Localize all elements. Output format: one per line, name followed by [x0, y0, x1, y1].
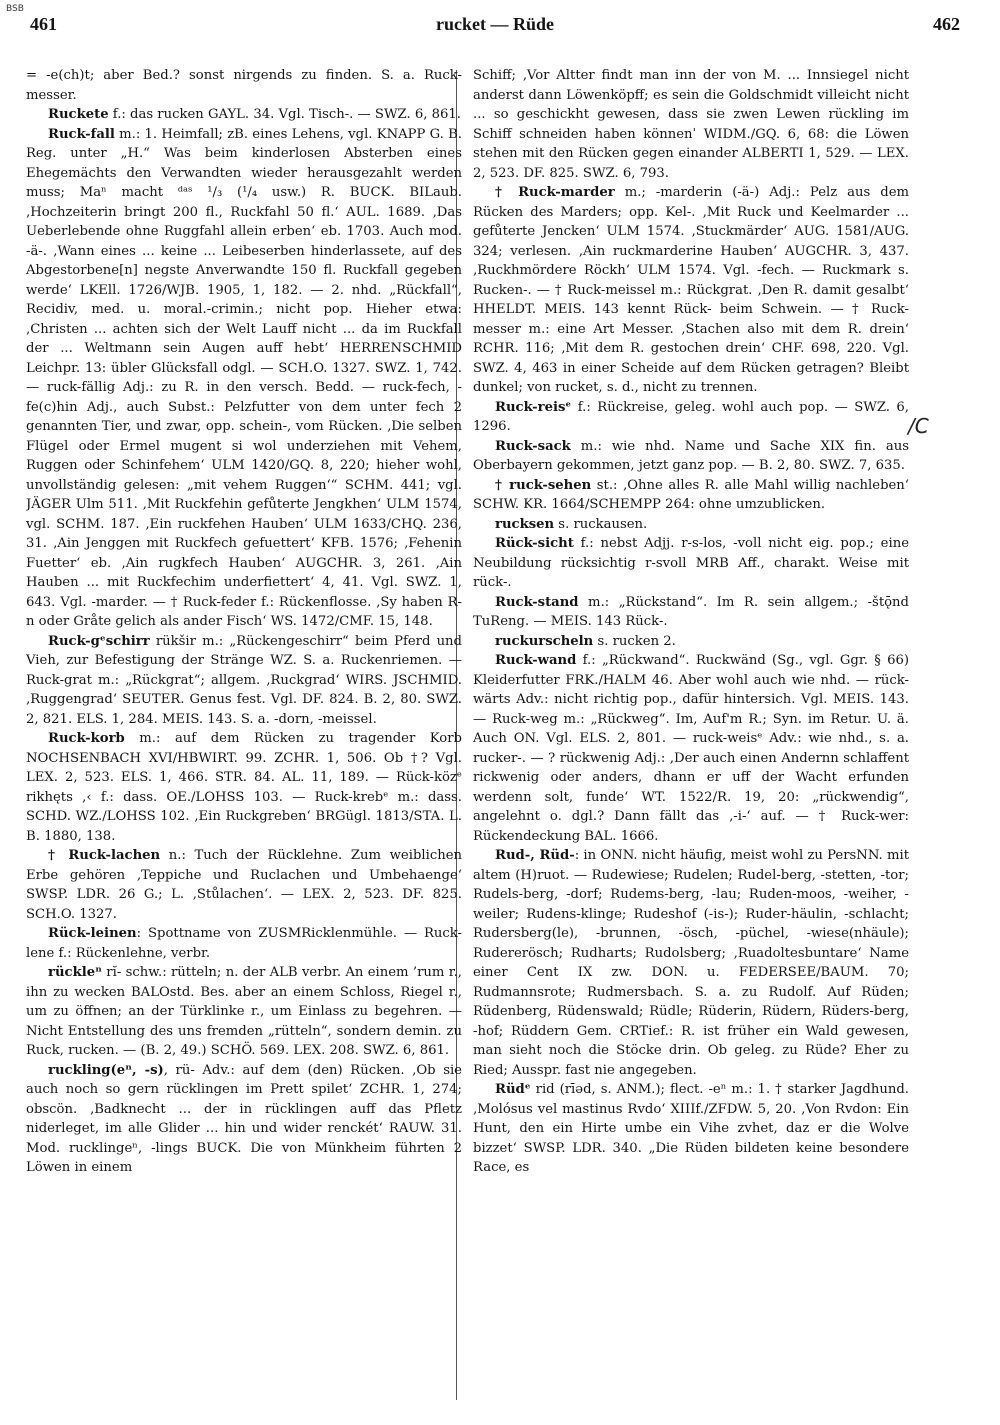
dictionary-entry	[26, 125, 462, 632]
entry-text: f.: nebst Adjj. r-s-los, -voll nicht eig. pop.; eine Neubildung rücksichtig r-svoll MRB Aff., charakt. Weise mit rück-.	[473, 536, 909, 590]
entry-text: m.: 1. Heimfall; zB. eines Lehens, vgl. KNAPP G. B. Reg. unter „H.“ Was beim kinderlosen Absterben eines Ehegemächts den Verwandten wieder herausgezahlt werden muss; Maⁿ macht ᵈᵃˢ ¹/₃ (¹/₄ usw.) R. BUCK. BILaub. ‚Hochzeiterin bringt 200 fl., Ruckfahl 50 fl.‘ AUL. 1689. ‚Das Ueberlebende ohne Ruggfahl allein erben‘ eb. 1703. Auch mod. -ä-. ‚Wann eines ... keine ... Leibeserben hinderlassete, auf des Abgestorbene[n] negste Anverwandte 150 fl. Ruckfall gegeben werde‘ LKEll. 1726/WJB. 1905, 1, 182. — 2. nhd. „Rückfall“, Recidiv, med. u. moral.-crimin.; nicht pop. Hieher etwa: ‚Christen ... achten sich der Welt Lauff nicht ... da im Ruckfall der ... Weltmann sein Augen auff hebt‘ HERRENSCHMID Leichpr. 13: übler Glücksfall odgl. — SCH.O. 1327. SWZ. 1, 742. — ruck-fällig Adj.: zu R. in den versch. Bedd. — ruck-fech, -fe(c)hin Adj., auch Subst.: Pelzfutter von dem unter fech 2 genannten Tier, und zwar, opp. schein-, vom Rücken. ‚Die selben Flügel oder Ermel mugent si wol underziehen mit Vehem, Ruggen oder Schinfehem‘ ULM 1420/GQ. 8, 220; hieher wohl, unvollständig gelesen: „mit vehem Ruggen‘“ SCHM. 441; vgl. JÄGER Ulm 511. ‚Mit Ruckfehin gefůterte Jengkhen‘ ULM 1574, vgl. SCHM. 187. ‚Ein ruckfehen Hauben‘ ULM 1633/CHQ. 236, 31. ‚Ain Jenggen mit Ruckfech gefuettert‘ KFB. 1576; ‚Fehenin Fuetter‘ eb. ‚Ain rugkfech Hauben‘ AUGCHR. 3, 261. ‚Ain Hauben ... mit Ruckfechim underfiettert‘ 4, 41. Vgl. SWZ. 1, 643. Vgl. -marder. — † Ruck-feder f.: Rückenflosse. ‚Sy haben R-n oder Gråte gelich als ander Fisch‘ WS. 1472/CMF. 15, 148.	[26, 126, 462, 629]
dictionary-entry	[26, 632, 462, 730]
entry-headword: † Ruck-marder	[495, 185, 615, 200]
entry-headword: rucksen	[495, 516, 555, 532]
entry-text: rükšir m.: „Rückengeschirr“ beim Pferd und Vieh, zur Befestigung der Stränge WZ. S. a. Ruckenriemen. — Ruck-grat m.: „Rückgrat“; allgem. ‚Ruckgrad‘ WIRS. JSCHMID. ‚Ruggengrad‘ SEUTER. Genus fest. Vgl. DF. 824. B. 2, 80. SWZ. 2, 821. ELS. 1, 284. MEIS. 143. S. a. -dorn, -meissel.	[26, 633, 462, 727]
right-column	[473, 66, 909, 1414]
dictionary-entry	[473, 66, 909, 183]
entry-text: m.: auf dem Rücken zu tragender Korb NOCHSENBACH XVI/HBWIRT. 99. ZCHR. 1, 506. Ob †? Vgl. LEX. 2, 523. ELS. 1, 466. STR. 84. AL. 11, 189. — Rück-közᵉ rikhęts ,‹ f.: dass. OE./LOHSS 103. — Ruck-krebᵉ m.: dass. SCHD. WZ./LOHSS 102. ‚Ein Ruckgreben‘ BRGügl. 1813/STA. L. B. 1880, 138.	[26, 731, 462, 844]
dictionary-entry	[26, 924, 462, 963]
entry-headword: † ruck-sehen	[495, 477, 592, 493]
entry-text: : in ONN. nicht häufig, meist wohl zu PersNN. mit altem (H)ruot. — Rudewiese; Rudelen; Rudel-berg, -stetten, -tor; Rudels-berg, -dorf; Rudems-berg, -lau; Ruden-moos, -weiher, -weiler; Rudens-klinge; Rudeshof (-is-); Ruder-häulin, -schlacht; Rudersberg(le), -brunnen, -ösch, -püchel, -wiese(nhäule); Rudererösch; Rudharts; Rudolsberg; ‚Ruadoltesbuntare‘ Name einer Cent IX zw. DON. u. FEDERSEE/BAUM. 70; Rudmannsrote; Rudmersbach. S. a. zu Rudolf. Auf Rüden; Rüdenberg, Rüdenswald; Rüdle; Rüderin, Rüdern, Rüders-berg, -hof; Rüddern Gem. CRTief.: R. ist früher ein Wald gewesen, man sieht noch die Stöcke drin. Ob geleg. zu Rüde? Eher zu Ried; Ausspr. fast nie angegeben.	[473, 848, 909, 1078]
entry-headword: Ruck-wand	[495, 653, 577, 668]
dictionary-entry	[26, 1061, 462, 1178]
running-title: rucket — Rüde	[436, 14, 554, 34]
entry-headword: Rüdᵉ	[495, 1082, 531, 1097]
entry-text: = -e(ch)t; aber Bed.? sonst nirgends zu finden. S. a. Ruck-messer.	[26, 68, 462, 103]
dictionary-entry	[473, 846, 909, 1080]
entry-headword: rückleⁿ	[48, 965, 102, 980]
entry-headword: † Ruck-lachen	[48, 848, 161, 863]
left-column	[26, 66, 462, 1414]
entry-headword: Rud-, Rüd-	[495, 848, 575, 863]
dictionary-entry	[26, 105, 462, 125]
entry-headword: Ruck-fall	[48, 126, 115, 142]
entry-headword: ruckurscheln	[495, 633, 594, 649]
entry-text: rĭ- schw.: rütteln; n. der ALB verbr. An einem ’rum r., ihn zu wecken BALOstd. Bes. aber an einem Schloss, Riegel r., um zu öffnen; an der Türklinke r., um Einlass zu begehren. — Nicht Entstellung des uns fremden „rütteln“, sondern demin. zu Ruck, rucken. — (B. 2, 49.) SCHÖ. 569. LEX. 208. SWZ. 6, 861.	[26, 965, 462, 1058]
handwritten-margin-note: /C	[908, 414, 929, 438]
library-mark: BSB	[6, 4, 24, 14]
dictionary-entry	[473, 515, 909, 535]
entry-headword: Ruck-reisᵉ	[495, 399, 572, 415]
entry-text: s. ruckausen.	[554, 516, 648, 532]
entry-text: rid (rīǝd, s. ANM.); flect. -eⁿ m.: 1. † starker Jagdhund. ‚Molósus vel mastinus Rvdo‘ XIIIf./ZFDW. 5, 20. ‚Von Rvdon: Ein Hunt, den ein Hirte umbe ein Vihe zvhet, daz er die Wolve bizzet‘ SWSP. LDR. 340. „Die Rüden bildeten keine besondere Race, es	[473, 1082, 909, 1175]
page-header	[30, 14, 960, 44]
entry-text: n.: Tuch der Rücklehne. Zum weiblichen Erbe gehören ‚Teppiche und Ruclachen und Umbehaenge‘ SWSP. LDR. 26 G.; L. ‚Stůlachen‘. — LEX. 2, 523. DF. 825. SCH.O. 1327.	[26, 848, 462, 922]
dictionary-entry	[473, 398, 909, 437]
entry-headword: Rück-leinen	[48, 926, 137, 941]
entry-text: m.; -marderin (-ä-) Adj.: Pelz aus dem Rücken des Marders; opp. Kel-. ‚Mit Ruck und Keelmarder ... gefůterte Jencken‘ ULM 1574. ‚Stuckmärder‘ AUG. 1581/AUG. 324; verlesen. ‚Ain ruckmarderine Hauben‘ AUGCHR. 3, 437. ‚Ruckhmördere Röckh‘ ULM 1574. Vgl. -fech. — Ruckmark s. Rucken-. — † Ruck-meissel m.: Rückgrat. ‚Den R. damit gesalbt‘ HHELDT. MEIS. 143 kennt Rück- beim Schwein. — † Ruck-messer m.: eine Art Messer. ‚Stachen also mit dem R. drein‘ RCHR. 116; ‚Mit dem R. gestochen drein‘ CHF. 698, 220. Vgl. SWZ. 4, 463 in einer Scheide auf dem Rücken getragen? Bleibt dunkel; von rucket, s. d., nicht zu trennen.	[473, 185, 909, 395]
dictionary-entry	[473, 534, 909, 593]
entry-headword: Ruck-stand	[495, 594, 579, 610]
entry-headword: Ruckete	[48, 107, 109, 122]
entry-headword: Ruck-sack	[495, 438, 571, 454]
dictionary-entry	[473, 476, 909, 515]
entry-headword: Rück-sicht	[495, 536, 574, 551]
entry-text: m.: „Rückstand“. Im R. sein allgem.; -štǭnd TuReng. — MEIS. 143 Rück-.	[473, 594, 909, 629]
left-page-number: 461	[30, 14, 57, 34]
entry-text: s. rucken 2.	[593, 633, 676, 649]
dictionary-entry	[473, 593, 909, 632]
dictionary-entry	[26, 963, 462, 1061]
entry-text: : Spottname von ZUSMRicklenmühle. — Ruck-lene f.: Rückenlehne, verbr.	[26, 926, 462, 961]
entry-headword: ruckling(eⁿ, -s)	[48, 1062, 164, 1078]
dictionary-entry	[473, 183, 909, 398]
entry-text: st.: ‚Ohne alles R. alle Mahl willig nachleben‘ SCHW. KR. 1664/SCHEMPP 264: ohne umzublicken.	[473, 477, 909, 512]
entry-text: , rü- Adv.: auf dem (den) Rücken. ‚Ob sie auch noch so gern rücklingen im Prett spilet‘ ZCHR. 1, 274; obscön. ‚Badknecht ... der in rücklingen auff das Pfletz niderleget, im alle Glider ... hin und wider renckét‘ RAUW. 31. Mod. rucklingeⁿ, -lings BUCK. Die von Münkheim führten 2 Löwen in einem	[26, 1062, 462, 1175]
dictionary-entry	[473, 437, 909, 476]
entry-text: m.: wie nhd. Name und Sache XIX fin. aus Oberbayern gekommen, jetzt ganz pop. — B. 2, 80. SWZ. 7, 635.	[473, 438, 909, 473]
entry-text: Schiff; ‚Vor Altter findt man inn der von M. ... Innsiegel nicht anderst dann Löwenköpff; es sein die Goldschmidt villeicht nicht ... so geschickht gewesen, dass sie zwen Lewen rückling im Schiff schneiden haben könnenˈ WIDM./GQ. 6, 68: die Löwen stehen mit den Rücken gegen einander ALBERTI 1, 529. — LEX. 2, 523. DF. 825. SWZ. 6, 793.	[473, 68, 909, 181]
entry-text: f.: das rucken GAYL. 34. Vgl. Tisch-. — SWZ. 6, 861.	[108, 107, 461, 122]
dictionary-entry	[26, 729, 462, 846]
entry-headword: Ruck-gᵉschirr	[48, 633, 150, 649]
entry-headword: Ruck-korb	[48, 731, 125, 746]
dictionary-entry	[26, 846, 462, 924]
dictionary-entry	[473, 632, 909, 652]
dictionary-entry	[26, 66, 462, 105]
dictionary-entry	[473, 651, 909, 846]
entry-text: f.: Rückreise, geleg. wohl auch pop. — SWZ. 6, 1296.	[473, 399, 909, 434]
right-page-number: 462	[933, 14, 960, 34]
dictionary-entry	[473, 1080, 909, 1178]
entry-text: f.: „Rückwand“. Ruckwänd (Sg., vgl. Ggr. § 66) Kleiderfutter FRK./HALM 46. Aber wohl auch wie nhd. — rück-wärts Adv.: nicht richtig pop., dafür hintersich. Vgl. MEIS. 143. — Ruck-weg m.: „Rückweg“. Im, Auf'm R.; Syn. im Retur. U. ä. Auch ON. Vgl. ELS. 2, 801. — ruck-weisᵉ Adv.: wie nhd., s. a. rucker-. — ? rückwenig Adj.: ‚Der auch einen Andernn schlaffent rickwenig oder anders, dhann er uff der Wacht erfunden werdenn solt, funde‘ WT. 1522/R. 19, 20: „rückwendig“, angelehnt o. dgl.? Dann fällt das ‚-i-‘ auf. — † Ruck-wer: Rückendeckung BAL. 1666.	[473, 653, 909, 844]
